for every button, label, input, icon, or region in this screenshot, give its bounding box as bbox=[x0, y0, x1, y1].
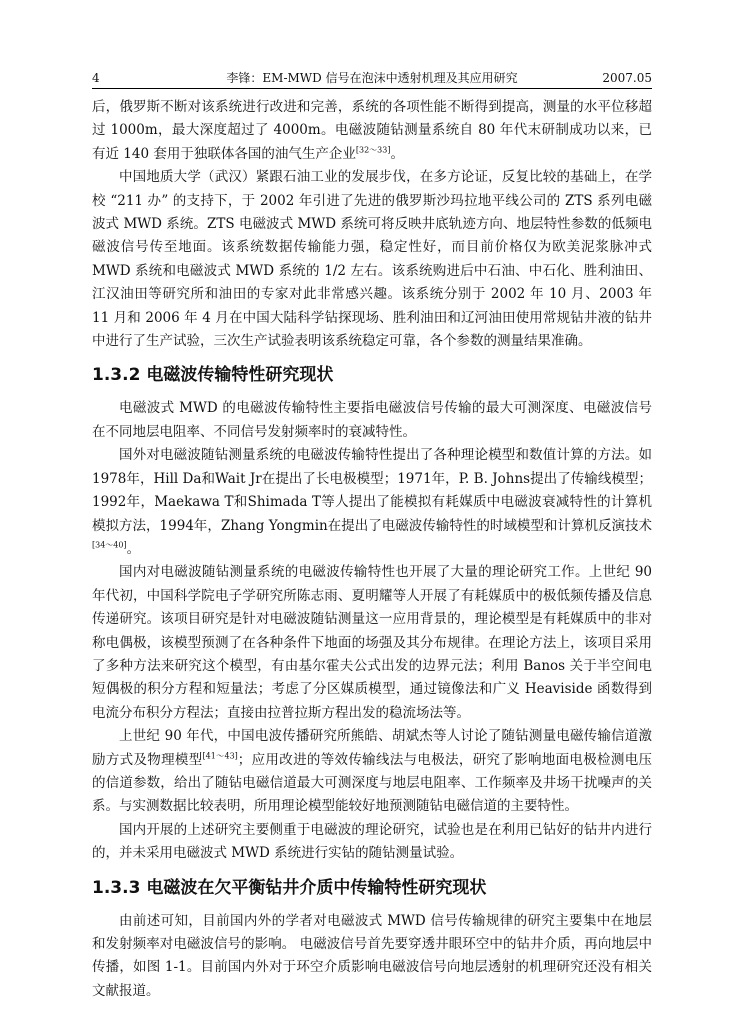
section-heading-1-3-3: 1.3.3 电磁波在欠平衡钻井介质中传输特性研究现状 bbox=[92, 877, 487, 898]
citation: [32～33] bbox=[355, 145, 391, 155]
paragraph: 国内开展的上述研究主要侧重于电磁波的理论研究，试验也是在利用已钻好的钻井内进行的，并未采用电磁波式 MWD 系统进行实钻的随钻测量试验。 bbox=[92, 821, 652, 862]
paragraph: 国内对电磁波随钻测量系统的电磁波传输特性也开展了大量的理论研究工作。上世纪 90 年代初，中国科学院电子学研究所陈志雨、夏明耀等人开展了有耗媒质中的极低频传播及信息传递研究。该项目研究是针对电磁波随钻测量这一应用背景的，理论模型是有耗媒质中的非对称电偶极，该模型预测了在各种条件下地面的场强及其分布规律。在理论方法上，该项目采用了多种方法来研究这个模型，有由基尔霍夫公式出发的边界元法；利用 Banos 关于半空间电短偶极的积分方程和短量法；考虑了分区媒质模型，通过镜像法和广义 Heaviside 函数得到电流分布积分方程法；直接由拉普拉斯方程出发的稳流场法等。 bbox=[92, 564, 652, 721]
paragraph: 上世纪 90 年代，中国电波传播研究所熊皓、胡斌杰等人讨论了随钻测量电磁传输信道激励方式及物理模型[41～43]；应用改进的等效传输线法与电极法，研究了影响地面电极检测电压的信道参数，给出了随钻电磁信道最大可测深度与地层电阻率、工作频率及井场干扰噪声的关系。与实测数据比较表明，所用理论模型能较好地预测随钻电磁信道的主要特性。 bbox=[92, 728, 653, 815]
paragraph: 由前述可知，目前国内外的学者对电磁波式 MWD 信号传输规律的研究主要集中在地层和发射频率对电磁波信号的影响。 电磁波信号首先要穿透井眼环空中的钻井介质，再向地层中传播，如图 1-1。目前国内外对于环空介质影响电磁波信号向地层透射的机理研究还没有相关文献报道。 bbox=[92, 912, 652, 999]
paragraph: 中国地质大学（武汉）紧跟石油工业的发展步伐，在多方论证，反复比较的基础上，在学校 “211 办” 的支持下，于 2002 年引进了先进的俄罗斯沙玛拉地平线公司的 ZTS 系列电磁波式 MWD 系统。ZTS 电磁波式 MWD 系统可将反映井底轨迹方向、地层特性参数的低频电磁波信号传至地面。该系统数据传输能力强，稳定性好，而目前价格仅为欧美泥浆脉冲式 MWD 系统和电磁波式 MWD 系统的 1/2 左右。该系统购进后中石油、中石化、胜利油田、江汉油田等研究所和油田的专家对此非常感兴趣。该系统分别于 2002 年 10 月、2003 年 11 月和 2006 年 4 月在中国大陆科学钻探现场、胜利油田和辽河油田使用常规钻井液的钻井中进行了生产试验，三次生产试验表明该系统稳定可靠，各个参数的测量结果准确。 bbox=[92, 169, 652, 350]
paragraph: 电磁波式 MWD 的电磁波传输特性主要指电磁波信号传输的最大可测深度、电磁波信号在不同地层电阻率、不同信号发射频率时的衰减特性。 bbox=[92, 400, 652, 440]
page-number: 4 bbox=[92, 71, 100, 85]
citation: [34～40] bbox=[92, 540, 127, 550]
page-body bbox=[92, 96, 652, 1003]
paragraph: 国外对电磁波随钻测量系统的电磁波传输特性提出了各种理论模型和数值计算的方法。如1978年，Hill Da和Wait Jr在提出了长电极模型；1971年，P. B. Johns提出了传输线模型；1992年，Maekawa T和Shimada T等人提出了能模拟有耗媒质中电磁波衰减特性的计算机模拟方法，1994年，Zhang Yongmin在提出了电磁波传输特性的时域模型和计算机反演技术[34～40]。 bbox=[92, 447, 652, 557]
running-title: 李锋：EM-MWD 信号在泡沫中透射机理及其应用研究 bbox=[226, 71, 518, 85]
section-heading-1-3-2: 1.3.2 电磁波传输特性研究现状 bbox=[92, 365, 334, 386]
paragraph: 后，俄罗斯不断对该系统进行改进和完善，系统的各项性能不断得到提高，测量的水平位移超过 1000m，最大深度超过了 4000m。电磁波随钻测量系统自 80 年代末研制成功以来，已有近 140 套用于独联体各国的油气生产企业[32～33]。 bbox=[92, 99, 652, 162]
header-date: 2007.05 bbox=[602, 71, 652, 85]
page-header bbox=[92, 68, 652, 89]
citation: [41～43] bbox=[202, 751, 238, 761]
